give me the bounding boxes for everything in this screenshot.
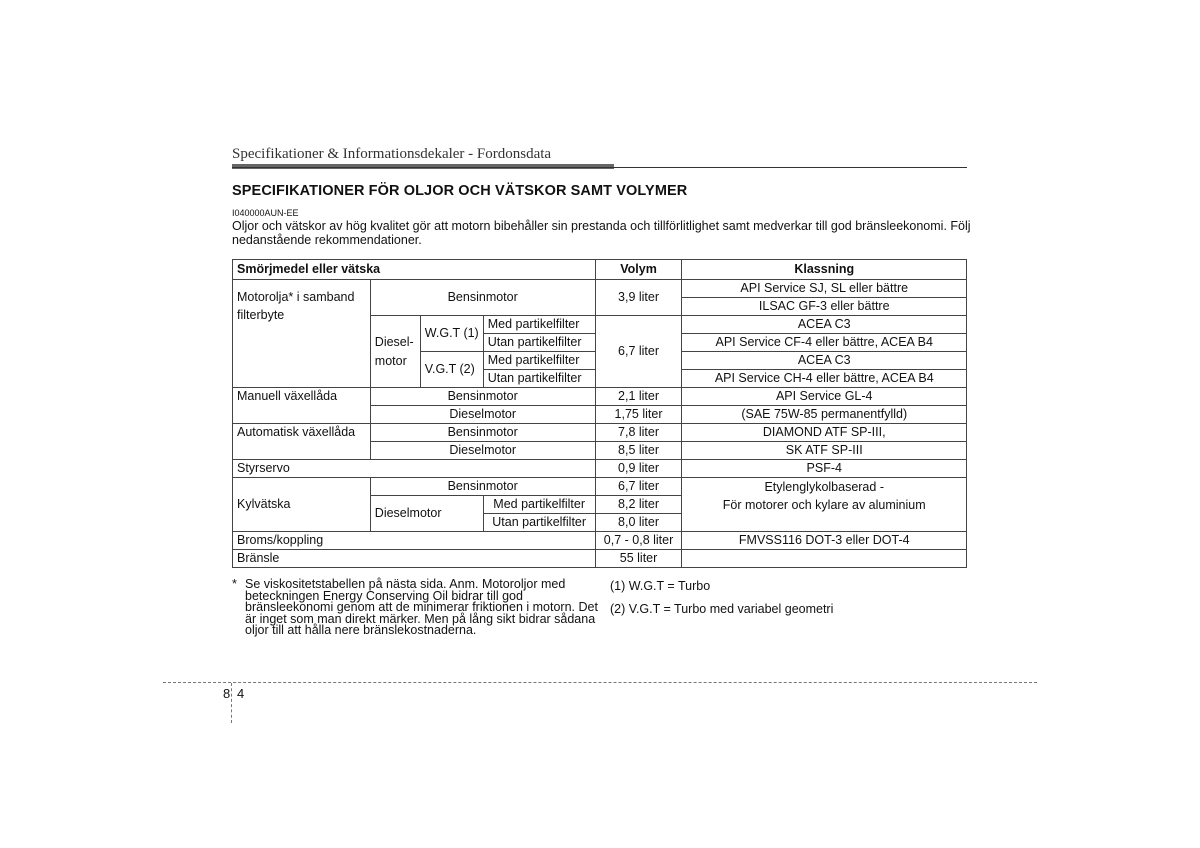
kyl-bensin: Bensinmotor: [370, 478, 595, 496]
table-row: [233, 478, 967, 496]
auto-diesel-volume: 8,5 liter: [595, 442, 682, 460]
motoroil-wgt-med-class: ACEA C3: [682, 316, 967, 334]
footnote-star: *: [232, 577, 237, 591]
footer-dashed-rule: [163, 682, 1037, 683]
manual-bensin: Bensinmotor: [370, 388, 595, 406]
intro-text: Oljor och vätskor av hög kvalitet gör att motorn bibehåller sin prestanda och tillförlitlighet samt medverkar till god bränsleekonomi. Följ nedanstående rekommendationer.: [232, 219, 971, 247]
broms-volume: 0,7 - 0,8 liter: [595, 532, 682, 550]
table-row: [233, 280, 967, 298]
header-fluid: Smörjmedel eller vätska: [233, 260, 596, 280]
manual-class-1: API Service GL-4: [682, 388, 967, 406]
table-row: [233, 532, 967, 550]
motoroil-bensin-volume: 3,9 liter: [595, 280, 682, 316]
bransle-volume: 55 liter: [595, 550, 682, 568]
table-row: [233, 388, 967, 406]
diesel-line-2: motor: [374, 353, 407, 368]
manual-bensin-volume: 2,1 liter: [595, 388, 682, 406]
motoroil-wgt-utan: Utan partikelfilter: [483, 334, 595, 352]
kyl-med-volume: 8,2 liter: [595, 496, 682, 514]
bransle-label: Bränsle: [233, 550, 596, 568]
fluids-spec-table: [232, 259, 967, 568]
abbreviation-notes: [610, 579, 833, 625]
kyl-class: [682, 478, 967, 532]
motoroil-bensin-class-2: ILSAC GF-3 eller bättre: [682, 298, 967, 316]
kyl-class-1: Etylenglykolbaserad -: [764, 480, 884, 494]
auto-bensin-volume: 7,8 liter: [595, 424, 682, 442]
footnote-text: Se viskositetstabellen på nästa sida. Anm. Motoroljor med beteckningen Energy Conserving Oil bidrar till god bränsleekonomi genom att de minimerar friktionen i motorn. Det är inget som man direkt märker. Men på lång sikt bidrar sådana oljor till att hålla nere bränslekostnaderna.: [245, 577, 598, 637]
styr-volume: 0,9 liter: [595, 460, 682, 478]
auto-class-2: SK ATF SP-III: [682, 442, 967, 460]
motoroil-wgt: W.G.T (1): [420, 316, 483, 352]
manual-diesel-volume: 1,75 liter: [595, 406, 682, 424]
page-title: SPECIFIKATIONER FÖR OLJOR OCH VÄTSKOR SAMT VOLYMER: [232, 183, 688, 199]
motoroil-wgt-med: Med partikelfilter: [483, 316, 595, 334]
footnote: [232, 579, 602, 637]
motoroil-vgt: V.G.T (2): [420, 352, 483, 388]
broms-label: Broms/koppling: [233, 532, 596, 550]
bransle-class: [682, 550, 967, 568]
kyl-label: Kylvätska: [233, 478, 371, 532]
motoroil-vgt-utan: Utan partikelfilter: [483, 370, 595, 388]
motoroil-vgt-utan-class: API Service CH-4 eller bättre, ACEA B4: [682, 370, 967, 388]
auto-label: Automatisk växellåda: [233, 424, 371, 460]
page-number: 4: [237, 686, 245, 701]
table-row: [233, 460, 967, 478]
table-header-row: [233, 260, 967, 280]
header-rule: [232, 167, 967, 168]
diesel-line-1: Diesel-: [374, 334, 414, 349]
motoroil-diesel-volume: 6,7 liter: [595, 316, 682, 388]
kyl-utan-volume: 8,0 liter: [595, 514, 682, 532]
motoroil-bensin: Bensinmotor: [370, 280, 595, 316]
footer-page-divider: [231, 683, 232, 723]
note-vgt: (2) V.G.T = Turbo med variabel geometri: [610, 602, 834, 616]
motoroil-vgt-med-class: ACEA C3: [682, 352, 967, 370]
motoroil-diesel-label: [370, 316, 420, 388]
motoroil-vgt-med: Med partikelfilter: [483, 352, 595, 370]
table-row: [233, 550, 967, 568]
styr-class: PSF-4: [682, 460, 967, 478]
table-row: [233, 424, 967, 442]
kyl-med: Med partikelfilter: [483, 496, 595, 514]
kyl-class-2: För motorer och kylare av aluminium: [722, 498, 926, 512]
page-chapter: 8: [223, 686, 231, 701]
section-header: Specifikationer & Informationsdekaler - Fordonsdata: [232, 146, 552, 162]
kyl-utan: Utan partikelfilter: [483, 514, 595, 532]
note-wgt: (1) W.G.T = Turbo: [610, 579, 711, 593]
auto-bensin: Bensinmotor: [370, 424, 595, 442]
styr-label: Styrservo: [233, 460, 596, 478]
broms-class: FMVSS116 DOT-3 eller DOT-4: [682, 532, 967, 550]
header-class: Klassning: [682, 260, 967, 280]
manual-diesel: Dieselmotor: [370, 406, 595, 424]
header-volume: Volym: [595, 260, 682, 280]
motoroil-bensin-class-1: API Service SJ, SL eller bättre: [682, 280, 967, 298]
auto-diesel: Dieselmotor: [370, 442, 595, 460]
document-code: I040000AUN-EE: [232, 208, 299, 218]
motoroil-label: Motorolja* i samband filterbyte: [233, 280, 371, 388]
manual-class-2: (SAE 75W-85 permanentfylld): [682, 406, 967, 424]
motoroil-wgt-utan-class: API Service CF-4 eller bättre, ACEA B4: [682, 334, 967, 352]
kyl-diesel: Dieselmotor: [370, 496, 483, 532]
auto-class-1: DIAMOND ATF SP-III,: [682, 424, 967, 442]
kyl-bensin-volume: 6,7 liter: [595, 478, 682, 496]
manual-label: Manuell växellåda: [233, 388, 371, 424]
